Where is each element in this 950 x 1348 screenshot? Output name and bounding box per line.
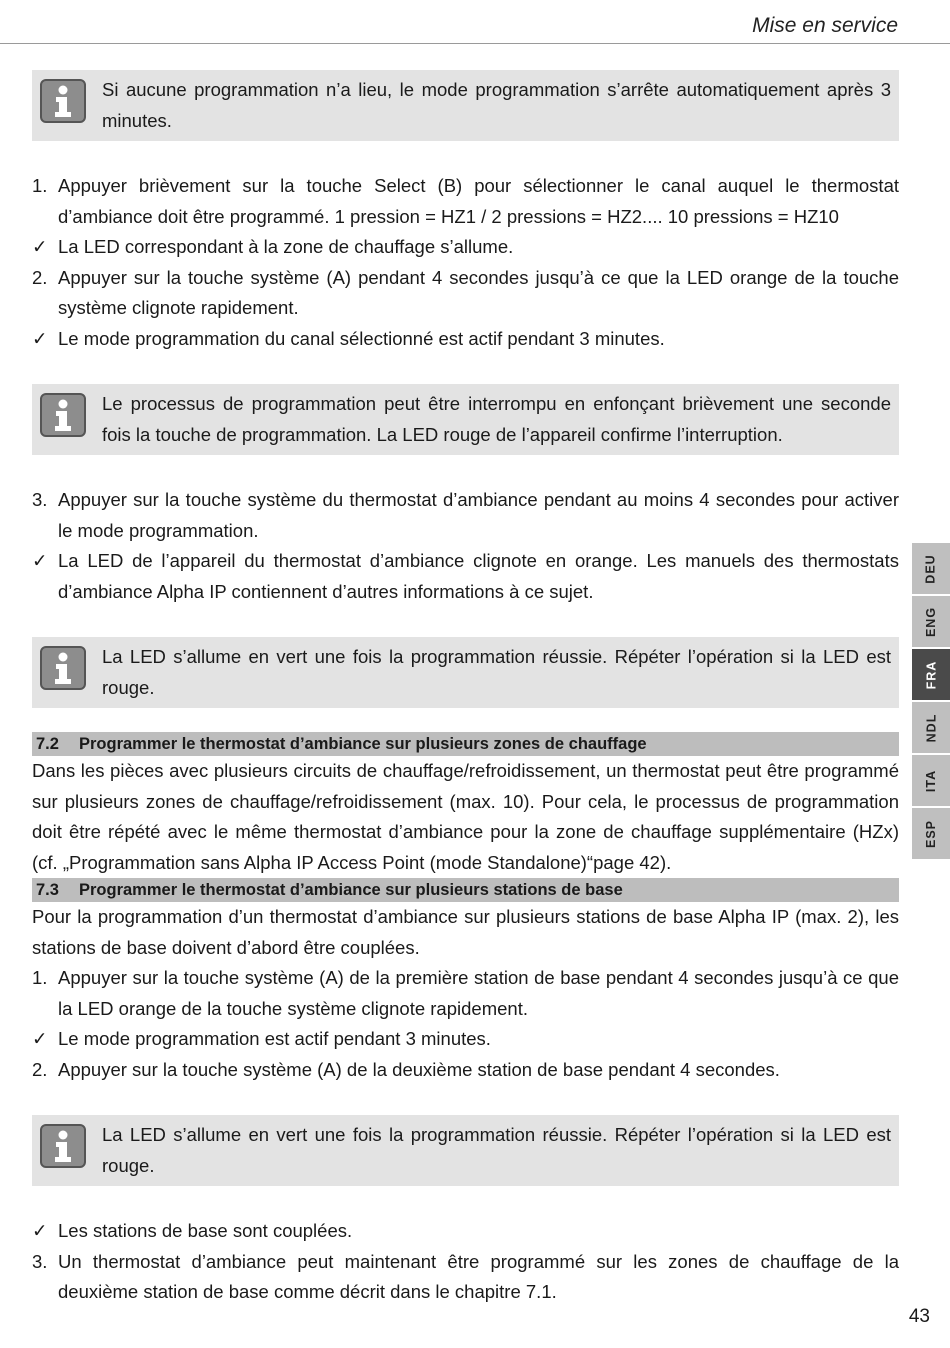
tab-eng[interactable] — [912, 596, 950, 647]
list-item-text: Appuyer sur la touche système (A) de la première station de base pendant 4 secondes jusqu’à ce que la LED orange de la touche système clignote rapidement. — [58, 967, 899, 1019]
list-item-text: La LED de l’appareil du thermostat d’ambiance clignote en orange. Les manuels des thermostats d’ambiance Alpha IP contiennent d’autres informations à ce sujet. — [58, 550, 899, 602]
note-text: Le processus de programmation peut être interrompu en enfonçant brièvement une seconde fois la touche de programmation. La LED rouge de l’appareil confirme l’interruption. — [102, 393, 891, 445]
list-item — [32, 1024, 899, 1055]
tab-ndl[interactable] — [912, 702, 950, 753]
section-heading-7-3 — [32, 878, 899, 902]
note-text: La LED s’allume en vert une fois la programmation réussie. Répéter l’opération si la LED est rouge. — [102, 646, 891, 698]
list-item — [32, 263, 899, 324]
section-title: Programmer le thermostat d’ambiance sur plusieurs stations de base — [79, 881, 623, 899]
info-note — [32, 70, 899, 141]
list-item — [32, 171, 899, 232]
page-header-title: Mise en service — [752, 14, 898, 37]
info-icon — [40, 646, 86, 690]
list-item-text: Le mode programmation est actif pendant 3 minutes. — [58, 1028, 491, 1049]
list-item — [32, 232, 899, 263]
check-icon: ✓ — [32, 1028, 48, 1049]
list-item — [32, 963, 899, 1024]
list-item-text: La LED correspondant à la zone de chauffage s’allume. — [58, 236, 514, 257]
info-note — [32, 384, 899, 455]
tab-deu[interactable] — [912, 543, 950, 594]
section-number: 7.3 — [36, 881, 59, 899]
tab-fra[interactable] — [912, 649, 950, 700]
tab-label: FRA — [923, 660, 938, 689]
list-item-text: Appuyer sur la touche système du thermostat d’ambiance pendant au moins 4 secondes pour activer le mode programmation. — [58, 489, 899, 541]
list-marker: 1. — [32, 967, 48, 988]
step-list — [32, 1216, 899, 1308]
list-item — [32, 1247, 899, 1308]
check-icon: ✓ — [32, 327, 48, 349]
tab-ita[interactable] — [912, 755, 950, 806]
list-marker: 3. — [32, 489, 48, 510]
info-icon — [40, 79, 86, 123]
tab-label: ITA — [924, 769, 938, 792]
tab-esp[interactable] — [912, 808, 950, 859]
info-icon — [40, 1124, 86, 1168]
check-icon: ✓ — [32, 236, 48, 257]
list-item-text: Le mode programmation du canal sélectionné est actif pendant 3 minutes. — [58, 327, 665, 349]
info-note — [32, 1115, 899, 1186]
tab-label: NDL — [923, 713, 938, 742]
list-item-text: Appuyer brièvement sur la touche Select (B) pour sélectionner le canal auquel le thermostat d’ambiance doit être programmé. 1 pression = HZ1 / 2 pressions = HZ2.... 10 pressions = HZ10 — [58, 175, 899, 227]
section-title: Programmer le thermostat d’ambiance sur plusieurs zones de chauffage — [79, 735, 647, 753]
section-heading-7-2 — [32, 732, 899, 756]
header-rule — [0, 43, 950, 44]
section-number: 7.2 — [36, 735, 59, 753]
section-body: Dans les pièces avec plusieurs circuits de chauffage/refroidissement, un thermostat peut être programmé sur plusieurs zones de chauffage/refroidissement (max. 10). Pour cela, le processus de programmation doit être répété avec le même thermostat d’ambiance pour la zone de chauffage supplémentaire (HZx) (cf. „Programmation sans Alpha IP Access Point (mode Standalone)“page 42). — [32, 760, 899, 873]
list-marker: 2. — [32, 1058, 48, 1080]
info-icon — [40, 393, 86, 437]
page-content — [32, 70, 899, 1308]
list-item — [32, 546, 899, 607]
list-marker: 3. — [32, 1250, 48, 1272]
page-number: 43 — [908, 1306, 930, 1327]
list-item — [32, 1216, 899, 1247]
list-item — [32, 1055, 899, 1086]
info-note — [32, 637, 899, 708]
list-marker: 2. — [32, 266, 48, 288]
list-item-text: Un thermostat d’ambiance peut maintenant être programmé sur les zones de chauffage de la deuxième station de base comme décrit dans le chapitre 7.1. — [58, 1250, 899, 1302]
tab-label: ESP — [923, 819, 938, 848]
list-item-text: Appuyer sur la touche système (A) de la deuxième station de base pendant 4 secondes. — [58, 1058, 780, 1080]
check-icon: ✓ — [32, 550, 48, 571]
list-item — [32, 324, 899, 355]
note-text: La LED s’allume en vert une fois la programmation réussie. Répéter l’opération si la LED est rouge. — [102, 1124, 891, 1176]
note-text: Si aucune programmation n’a lieu, le mode programmation s’arrête automatiquement après 3 minutes. — [102, 79, 891, 131]
list-marker: 1. — [32, 175, 48, 196]
tab-label: ENG — [924, 606, 938, 637]
section-body: Pour la programmation d’un thermostat d’ambiance sur plusieurs stations de base Alpha IP (max. 2), les stations de base doivent d’abord être couplées. — [32, 906, 899, 958]
list-item — [32, 485, 899, 546]
language-tabs — [912, 543, 950, 861]
step-list — [32, 485, 899, 607]
check-icon: ✓ — [32, 1220, 48, 1241]
step-list — [32, 963, 899, 1085]
list-item-text: Les stations de base sont couplées. — [58, 1220, 353, 1241]
list-item-text: Appuyer sur la touche système (A) pendant 4 secondes jusqu’à ce que la LED orange de la touche système clignote rapidement. — [58, 266, 899, 318]
tab-label: DEU — [924, 553, 938, 584]
step-list — [32, 171, 899, 354]
